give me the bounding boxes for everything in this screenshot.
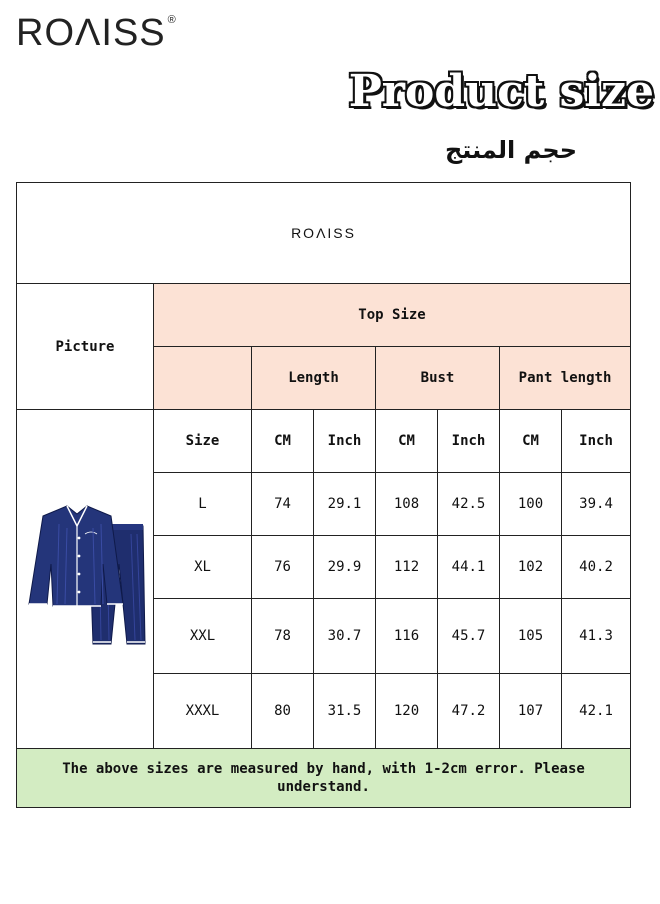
table-brand-title: ROΛISS: [17, 183, 631, 284]
brand-logo: ROΛISS ®: [16, 12, 177, 54]
blank-header-cell: [154, 347, 252, 410]
length-header: Length: [252, 347, 376, 410]
page-title: Product size: [348, 66, 654, 117]
value-cell: 31.5: [314, 674, 376, 749]
size-cell: XXL: [154, 599, 252, 674]
value-cell: 45.7: [438, 599, 500, 674]
value-cell: 80: [252, 674, 314, 749]
value-cell: 108: [376, 473, 438, 536]
size-cell: XXXL: [154, 674, 252, 749]
pant-length-header: Pant length: [500, 347, 631, 410]
value-cell: 47.2: [438, 674, 500, 749]
value-cell: 116: [376, 599, 438, 674]
value-cell: 41.3: [562, 599, 631, 674]
registered-mark: ®: [167, 14, 177, 26]
value-cell: 107: [500, 674, 562, 749]
picture-header: Picture: [17, 284, 154, 410]
value-cell: 120: [376, 674, 438, 749]
size-cell: L: [154, 473, 252, 536]
value-cell: 74: [252, 473, 314, 536]
value-cell: 78: [252, 599, 314, 674]
value-cell: 29.1: [314, 473, 376, 536]
bust-header: Bust: [376, 347, 500, 410]
product-picture-cell: [17, 410, 154, 749]
size-column-header: Size: [154, 410, 252, 473]
value-cell: 39.4: [562, 473, 631, 536]
page-subtitle-arabic: حجم المنتج: [445, 136, 577, 164]
size-cell: XL: [154, 536, 252, 599]
unit-header: Inch: [438, 410, 500, 473]
measurement-note: The above sizes are measured by hand, with 1-2cm error. Please understand.: [17, 749, 631, 808]
value-cell: 112: [376, 536, 438, 599]
value-cell: 100: [500, 473, 562, 536]
unit-header: CM: [252, 410, 314, 473]
unit-header: CM: [500, 410, 562, 473]
unit-header: Inch: [314, 410, 376, 473]
size-chart-table: [16, 182, 631, 808]
value-cell: 42.1: [562, 674, 631, 749]
value-cell: 42.5: [438, 473, 500, 536]
pajama-set-image: [23, 504, 147, 654]
value-cell: 76: [252, 536, 314, 599]
value-cell: 29.9: [314, 536, 376, 599]
value-cell: 44.1: [438, 536, 500, 599]
value-cell: 102: [500, 536, 562, 599]
value-cell: 105: [500, 599, 562, 674]
unit-header: Inch: [562, 410, 631, 473]
unit-header: CM: [376, 410, 438, 473]
top-size-header: Top Size: [154, 284, 631, 347]
value-cell: 40.2: [562, 536, 631, 599]
value-cell: 30.7: [314, 599, 376, 674]
